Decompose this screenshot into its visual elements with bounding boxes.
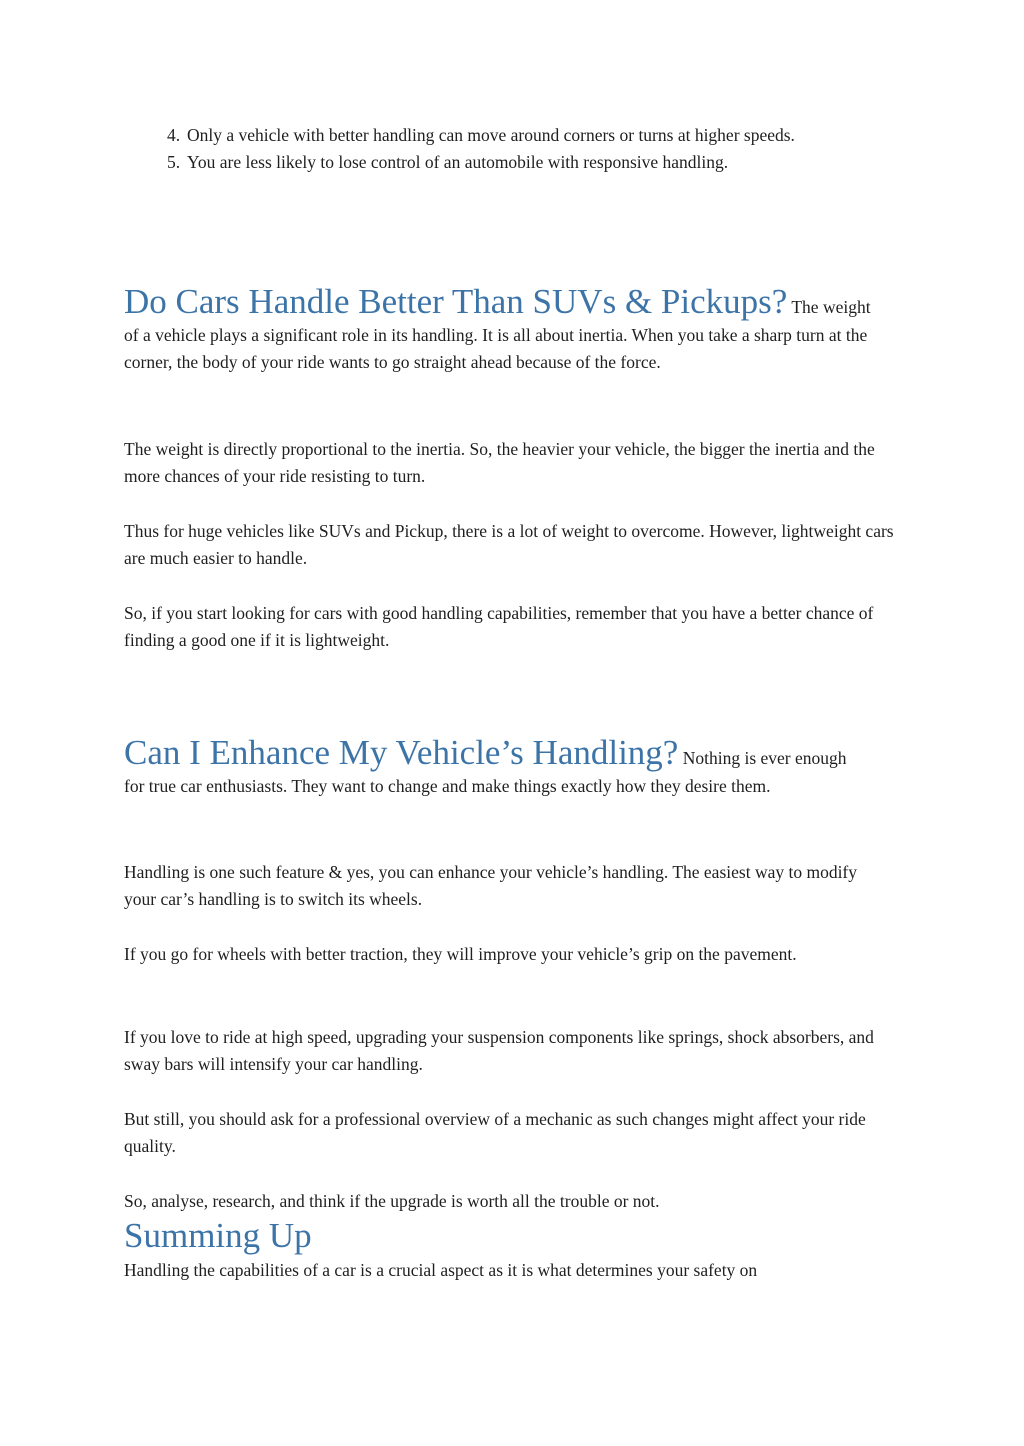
paragraph (124, 1024, 894, 1078)
paragraph-text: Handling the capabilities of a car is a crucial aspect as it is what determines your safety on (124, 1260, 758, 1280)
paragraph (124, 436, 899, 490)
paragraph (124, 600, 899, 654)
paragraph-text: Thus for huge vehicles like SUVs and Pickup, there is a lot of weight to overcome. However, lightweight cars are much easier to handle. (124, 521, 894, 568)
paragraph (124, 1188, 899, 1215)
section-summing-up (124, 1216, 899, 1284)
numbered-list (155, 122, 875, 176)
paragraph-text: The weight is directly proportional to the inertia. So, the heavier your vehicle, the bigger the inertia and the more chances of your ride resisting to turn. (124, 439, 875, 486)
paragraph-text: If you go for wheels with better traction, they will improve your vehicle’s grip on the pavement. (124, 944, 797, 964)
list-item (155, 122, 875, 149)
section-heading: Can I Enhance My Vehicle’s Handling? (124, 733, 679, 772)
section-cars-vs-suvs (124, 282, 884, 376)
paragraph-text: But still, you should ask for a professional overview of a mechanic as such changes might affect your ride quality. (124, 1109, 866, 1156)
list-number: 5. (167, 152, 181, 172)
paragraph-text: If you love to ride at high speed, upgrading your suspension components like springs, shock absorbers, and sway bars will intensify your car handling. (124, 1027, 874, 1074)
paragraph (124, 1106, 874, 1160)
list-item (155, 149, 875, 176)
paragraph (124, 518, 899, 572)
section-paragraph: Nothing is ever enough for true car enthusiasts. They want to change and make things exactly how they desire them. (124, 748, 847, 796)
paragraph (124, 859, 869, 913)
section-paragraph: The weight of a vehicle plays a significant role in its handling. It is all about inertia. When you take a sharp turn at the corner, the body of your ride wants to go straight ahead because of the force. (124, 297, 871, 372)
section-heading: Do Cars Handle Better Than SUVs & Pickups? (124, 282, 788, 321)
paragraph-text: So, if you start looking for cars with good handling capabilities, remember that you have a better chance of finding a good one if it is lightweight. (124, 603, 874, 650)
paragraph-text: Handling is one such feature & yes, you can enhance your vehicle’s handling. The easiest way to modify your car’s handling is to switch its wheels. (124, 862, 858, 909)
section-heading: Summing Up (124, 1216, 312, 1255)
list-text: Only a vehicle with better handling can move around corners or turns at higher speeds. (187, 125, 795, 145)
paragraph-text: So, analyse, research, and think if the upgrade is worth all the trouble or not. (124, 1191, 660, 1211)
list-number: 4. (167, 125, 181, 145)
section-enhance-handling (124, 733, 869, 800)
list-text: You are less likely to lose control of an automobile with responsive handling. (187, 152, 729, 172)
paragraph (124, 941, 844, 968)
